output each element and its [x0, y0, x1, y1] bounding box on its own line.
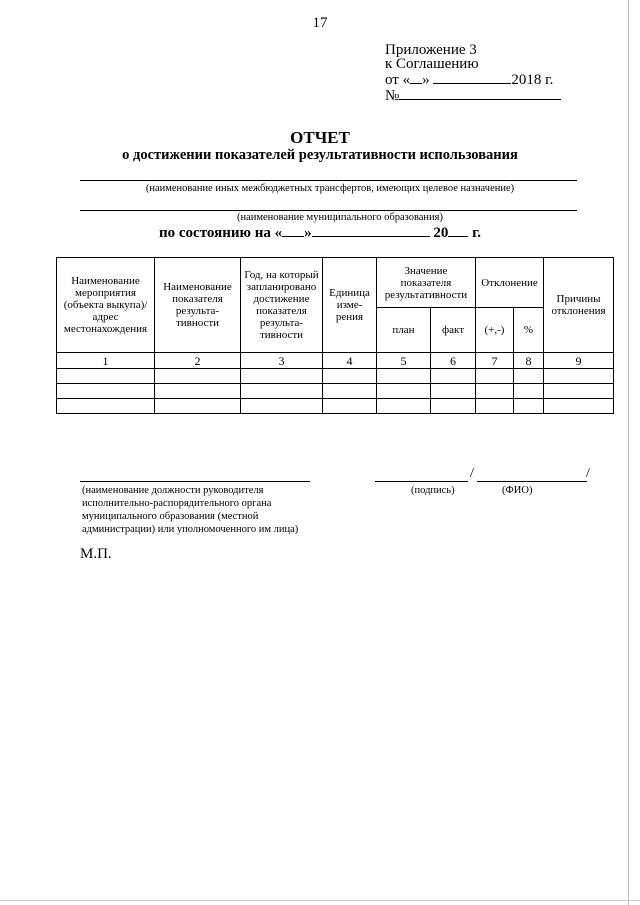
as-of-prefix: по состоянию на « [159, 225, 283, 241]
signature-slash-2: / [586, 466, 590, 481]
col-number: 1 [57, 353, 155, 369]
header-plan: план [377, 308, 431, 353]
header-value-group: Значение показателя результативности [377, 258, 476, 308]
table-row [57, 384, 614, 399]
as-of-year-prefix: 20 [433, 225, 449, 241]
header-reasons: Причины отклонения [544, 258, 614, 353]
caption-transfers: (наименование иных межбюджетных трансфертов, имеющих целевое назначение) [145, 183, 515, 194]
as-of-line [0, 224, 640, 242]
appendix-line-1: Приложение 3 [385, 42, 477, 58]
appendix-line-2: к Соглашению [385, 56, 479, 72]
signature-slash-1: / [470, 466, 474, 481]
header-year: Год, на который запланировано достижение показателя результа-тивности [241, 258, 323, 353]
fio-line [477, 481, 587, 482]
as-of-month-blank [312, 224, 430, 237]
header-activity: Наименование мероприятия (объекта выкупа)/ адрес местонахождения [57, 258, 155, 353]
appendix-date-prefix: от « [385, 72, 411, 88]
position-caption-line: администрации) или уполномоченного им лица) [82, 524, 299, 535]
col-number: 7 [476, 353, 514, 369]
appendix-date-mid: » [422, 72, 430, 88]
table-number-row [57, 353, 614, 369]
position-caption-line: муниципального образования (местной [82, 511, 259, 522]
municipality-line [80, 210, 577, 211]
header-unit: Единица изме-рения [323, 258, 377, 353]
col-number: 8 [514, 353, 544, 369]
scan-edge-bottom [0, 900, 640, 901]
table-row [57, 369, 614, 384]
stamp-label: М.П. [80, 546, 112, 562]
report-subtitle: о достижении показателей результативности использования [122, 147, 518, 163]
position-caption [82, 484, 298, 536]
page-number: 17 [312, 15, 328, 31]
fio-caption: (ФИО) [502, 485, 533, 496]
signature-caption: (подпись) [411, 485, 455, 496]
transfers-line [80, 180, 577, 181]
as-of-year-suffix: г. [472, 225, 481, 241]
signature-line [375, 481, 468, 482]
col-number: 2 [155, 353, 241, 369]
col-number: 9 [544, 353, 614, 369]
position-line [80, 481, 310, 482]
as-of-mid: » [304, 225, 312, 241]
caption-municipality: (наименование муниципального образования) [236, 212, 444, 223]
header-dev-abs: (+,-) [476, 308, 514, 353]
table-row [57, 399, 614, 414]
col-number: 4 [323, 353, 377, 369]
appendix-number-line [385, 87, 561, 103]
as-of-day-blank [282, 224, 304, 237]
number-blank [399, 87, 561, 100]
position-caption-line: исполнительно-распорядительного органа [82, 498, 272, 509]
header-fact: факт [431, 308, 476, 353]
col-number: 3 [241, 353, 323, 369]
appendix-number-prefix: № [385, 88, 400, 104]
header-dev-pct: % [514, 308, 544, 353]
report-title: ОТЧЕТ [290, 128, 350, 147]
date-month-blank [433, 71, 511, 84]
appendix-block [385, 43, 561, 103]
col-number: 5 [377, 353, 431, 369]
date-day-blank [410, 71, 422, 84]
header-indicator: Наименование показателя результа-тивности [155, 258, 241, 353]
col-number: 6 [431, 353, 476, 369]
appendix-date-year: 2018 г. [511, 72, 554, 88]
position-caption-line: (наименование должности руководителя [82, 485, 264, 496]
header-deviation-group: Отклонение [476, 258, 544, 308]
appendix-date-line [385, 71, 561, 87]
as-of-year-blank [448, 224, 468, 237]
report-table [56, 257, 614, 414]
